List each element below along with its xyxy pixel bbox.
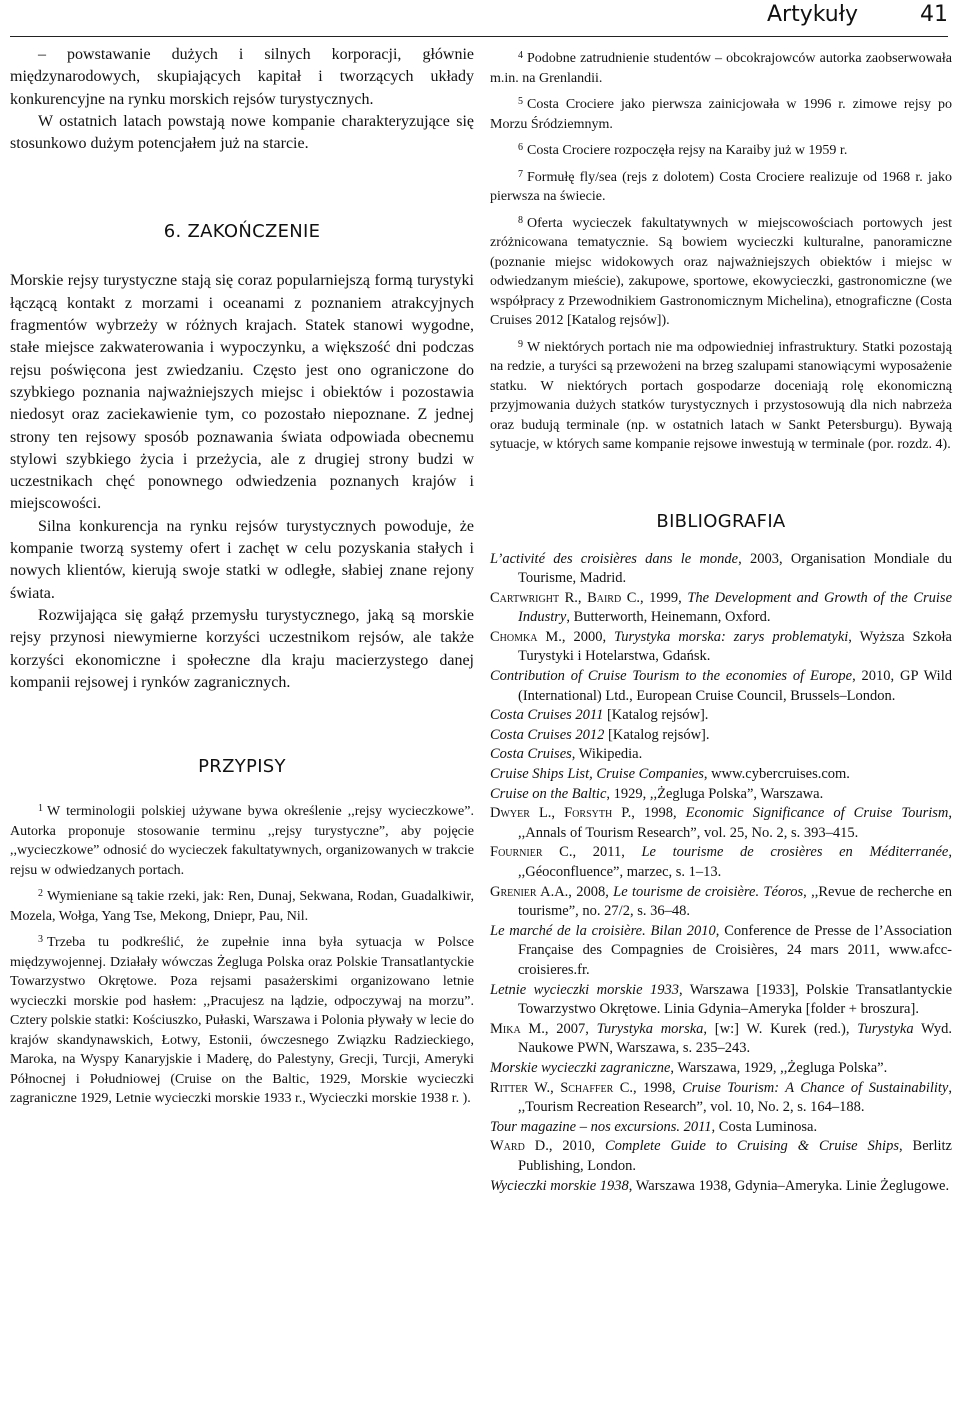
footnote-text: Wymieniane są takie rzeki, jak: Ren, Dunaj, Sekwana, Rodan, Guadalkiwir, Mozela, Wołga, Yang Tse, Mekong, Dniepr, Pau, Nil. — [10, 889, 474, 924]
footnote-text: Formułę fly/sea (rejs z dolotem) Costa Crociere realizuje od 1968 r. jako pierwsza na świecie. — [490, 169, 952, 204]
section-heading-conclusion: 6. ZAKOŃCZENIE — [163, 221, 321, 243]
bibliography-text: The Development and Growth of the Cruise Industry — [518, 589, 953, 626]
bibliography-text: Tour magazine – nos excursions. 2011, — [490, 1118, 716, 1135]
bibliography-text: Turystyka morska — [596, 1020, 704, 1037]
bibliography-text: Forsyth — [564, 805, 613, 822]
bibliography-entry — [490, 981, 952, 1020]
bibliography-text: Cruise Ships List, Cruise Companies — [490, 766, 704, 783]
bibliography-text: , www.cybercruises.com. — [703, 766, 850, 783]
running-head — [10, 0, 948, 37]
bibliography-text: , Conference de Presse de l’Association Française des Compagnies de Croisières, 24 mars 2011, www.afcc-croisieres.fr. — [518, 922, 952, 978]
footnote — [10, 799, 474, 880]
bibliography-text: , Warszawa, 1929, ,,Żegluga Polska”. — [670, 1059, 888, 1076]
bibliography-text: Baird — [587, 589, 622, 606]
bibliography-text: Wycieczki morskie 1938 — [490, 1177, 629, 1194]
bibliography-list — [490, 550, 952, 1197]
footnote-number: 9 — [518, 338, 523, 350]
bibliography-text: Le tourisme de croisière. Téoros — [613, 883, 804, 900]
bibliography-entry — [490, 1118, 952, 1138]
bibliography-text: Le marché de la croisière. Bilan 2010 — [490, 922, 716, 939]
bibliography-text: Turystyka morska: zarys problematyki — [614, 628, 849, 645]
bibliography-text: Dwyer — [490, 805, 530, 822]
bibliography-entry — [490, 726, 952, 746]
bibliography-entry — [490, 667, 952, 706]
bibliography-entry — [490, 628, 952, 667]
footnote — [490, 211, 952, 331]
bibliography-text: Letnie wycieczki morskie 1933 — [490, 981, 679, 998]
bibliography-text: L., — [529, 805, 565, 822]
bibliography-text: Le tourisme de crosières en Méditerranée — [641, 844, 949, 861]
bibliography-entry — [490, 1020, 952, 1059]
bibliography-text: P., 1998, — [612, 805, 686, 822]
footnote-number: 5 — [518, 96, 523, 107]
footnote-number: 4 — [518, 50, 523, 61]
footnote-number: 7 — [518, 168, 523, 180]
bibliography-text: W., — [528, 1079, 561, 1096]
running-head-section: Artykuły — [766, 2, 858, 27]
bibliography-text: C., 1998, — [613, 1079, 683, 1096]
bibliography-text: , [w:] W. Kurek (red.), — [703, 1020, 858, 1037]
bibliography-entry — [490, 883, 952, 922]
bibliography-text: Costa Cruises 2011 — [490, 707, 604, 724]
footnote-number: 8 — [518, 214, 523, 226]
footnote — [490, 165, 952, 207]
bibliography-entry — [490, 550, 952, 589]
bibliography-text: Costa Luminosa. — [715, 1118, 818, 1135]
bibliography-text: Costa Cruises 2012 — [490, 726, 605, 743]
bibliography-entry — [490, 804, 952, 843]
bibliography-entry — [490, 745, 952, 765]
bibliography-entry — [490, 1177, 952, 1197]
section-heading-bibliography: BIBLIOGRAFIA — [656, 510, 786, 532]
footnote-text: W terminologii polskiej używane bywa określenie ,,rejsy wycieczkowe”. Autorka proponuje stosowanie terminu ,,rejsy turystyczne”, aby pojęcie ,,wycieczkowe” odnosić do wycieczek fakultatywnych, organizowanych w trakcie rejsu w odwiedzanych portach. — [10, 804, 474, 878]
bibliography-entry — [490, 1059, 952, 1079]
bibliography-text: , 1929, ,,Żegluga Polska”, Warszawa. — [606, 785, 824, 802]
bibliography-entry — [490, 785, 952, 805]
bibliography-text: , ,,Géoconfluence”, marzec, s. 1–13. — [518, 844, 952, 880]
bibliography-entry — [490, 1137, 952, 1176]
footnote-text: Oferta wycieczek fakultatywnych w miejscowościach portowych jest zróżnicowana tematycznie. Są bowiem wycieczki kulturalne, panoramiczne (poznanie miejsc widokowych oraz najważniejszych obiektów i miejsc w odwiedzanym mieście), zakupowe, sportowe, ekowycieczki, gastronomiczne (we współpracy z Przewodnikiem Gastronomicznym Michelina), etnograficzne (Costa Cruises 2012 [Katalog rejsów]). — [490, 215, 952, 328]
footnote-number: 1 — [38, 803, 43, 815]
bibliography-entry — [490, 922, 952, 981]
bibliography-entry — [490, 765, 952, 785]
bibliography-text: Costa Cruises — [490, 746, 572, 763]
page-number: 41 — [920, 2, 948, 27]
bibliography-text: Economic Significance of Cruise Tourism — [685, 805, 949, 822]
bibliography-text: Turystyka — [857, 1020, 914, 1037]
bibliography-text: , Warszawa 1938, Gdynia–Ameryka. Linie Żeglugowe. — [628, 1177, 950, 1194]
section-heading-footnotes: PRZYPISY — [198, 756, 286, 778]
body-paragraph: Morskie rejsy turystyczne stają się coraz popularniejszą formą turystyki łączącą kontakt z morzami i oceanami z poznaniem atrakcyjnych fragmentów wybrzeży w różnych krajach. Statek stanowi wygodne, stałe miejsce zakwaterowania i wypoczynku, a większość dni podczas rejsu poświęcona jest zwiedzaniu. Często jest ono ograniczone do szybkiego poznania najważniejszych miejsc i obiektów i pozostawia niedosyt oraz zaciekawienie tym, co pozostało niepoznane. Z jednej strony ten rejsowy sposób poznawania świata odpowiada obecnemu stylowi szybkiego życia i przeżycia, ale z drugiej strony budzi w uczestnikach chęć ponownego odwiedzenia poznanych krajów i miejscowości. — [10, 272, 474, 513]
bibliography-text: C., 2011, — [542, 844, 642, 861]
footnote — [490, 46, 952, 88]
bibliography-text: R., — [559, 589, 588, 606]
footnote — [10, 930, 474, 1109]
bibliography-text: C., 1999, — [621, 589, 688, 606]
bibliography-text: Cartwright — [490, 589, 560, 606]
bibliography-text: [Katalog rejsów]. — [603, 707, 709, 724]
footnote — [490, 335, 952, 455]
footnote-number: 2 — [38, 888, 43, 900]
bibliography-text: , Butterworth, Heinemann, Oxford. — [566, 609, 771, 626]
footnote-text: Costa Crociere jako pierwsza zainicjowała w 1996 r. zimowe rejsy po Morzu Śródziemnym. — [490, 97, 952, 132]
bibliography-entry — [490, 589, 952, 628]
bibliography-text: Cruise Tourism: A Chance of Sustainability — [682, 1079, 949, 1096]
footnote-text: Podobne zatrudnienie studentów – obcokrajowców autorka zaobserwowała m.in. na Grenlandii. — [490, 51, 952, 86]
footnote-text: Costa Crociere rozpoczęła rejsy na Karaiby już w 1959 r. — [527, 143, 848, 158]
left-column — [10, 36, 474, 1109]
bibliography-text: [Katalog rejsów]. — [604, 726, 710, 743]
bibliography-text: M., 2007, — [520, 1020, 597, 1037]
bibliography-text: , Berlitz Publishing, London. — [518, 1138, 952, 1174]
bibliography-text: Complete Guide to Cruising & Cruise Ships — [604, 1138, 899, 1155]
bibliography-text: Wyd. Naukowe PWN, Warszawa, s. 235–243. — [518, 1020, 952, 1057]
bibliography-text: , ,,Revue de recherche en tourisme”, no. 27/2, s. 36–48. — [518, 883, 952, 920]
bibliography-text: Fournier — [490, 844, 543, 861]
bibliography-text: , ,,Tourism Recreation Research”, vol. 10, No. 2, s. 164–188. — [518, 1079, 952, 1116]
bibliography-text: Ritter — [490, 1079, 528, 1096]
body-paragraph: Rozwijająca się gałąź przemysłu turystycznego, jaką są morskie rejsy przynosi niewymierne korzyści uczestnikom rejsów, ale także korzyści ekonomiczne i społeczne dla kraju macierzystego danej kompanii rejsowej i rynków zagranicznych. — [10, 606, 474, 691]
bibliography-text: Schaffer — [560, 1079, 614, 1096]
body-paragraph: Silna konkurencja na rynku rejsów turystycznych powoduje, że kompanie tworzą systemy ofert i zachęt w celu pozyskania stałych i nowych klientów, kierują swoje statki w odległe, słabiej znane rejony świata. — [10, 517, 474, 602]
bibliography-text: Grenier — [490, 883, 537, 900]
right-column — [490, 36, 952, 1196]
footnote — [490, 138, 952, 161]
bibliography-text: , 2010, GP Wild (International) Ltd., European Cruise Council, Brussels–London. — [518, 668, 952, 704]
bibliography-entry — [490, 843, 952, 882]
bibliography-text: , ,,Annals of Tourism Research”, vol. 25, No. 2, s. 393–415. — [518, 805, 953, 841]
footnote-number: 3 — [38, 934, 43, 946]
bibliography-text: A.A., 2008, — [536, 883, 614, 900]
bibliography-text: Mika — [490, 1020, 521, 1037]
bibliography-text: , Wikipedia. — [571, 746, 643, 763]
footnote-text: Trzeba tu podkreślić, że zupełnie inna była sytuacja w Polsce międzywojennej. Działały wówczas Żegluga Polska oraz Polskie Transatlantyckie Towarzystwo Okrętowe. Poza rejsami pasażerskimi organizowano letnie wycieczki morskie pod hasłem: ,,Pracujesz na lądzie, odpoczywaj na morzu”. Cztery polskie statki: Kościuszko, Pułaski, Warszawa i Polonia pływały w lecie do krajów skandynawskich, Łotwy, Estonii, ówczesnego Związku Radzieckiego, Maroka, na Wyspy Kanaryjskie i Maderę, do Palestyny, Grecji, Turcji, Ameryki Północnej i Południowej (Cruise on the Baltic, 1929, Morskie wycieczki zagraniczne 1929, Letnie wycieczki morskie 1933 r., Wycieczki morskie 1938 r. ). — [10, 935, 474, 1107]
bibliography-text: Morskie wycieczki zagraniczne — [490, 1059, 671, 1076]
footnote — [490, 92, 952, 134]
intro-list-item: – powstawanie dużych i silnych korporacji, głównie międzynarodowych, skupiających kapitał i tworzących układy konkurencyjne na rynku morskich rejsów turystycznych. — [10, 46, 474, 108]
bibliography-entry — [490, 1079, 952, 1118]
bibliography-entry — [490, 706, 952, 726]
bibliography-text: , Wyższa Szkoła Turystyki i Hotelarstwa, Gdańsk. — [518, 628, 952, 665]
footnote — [10, 884, 474, 926]
footnote-text: W niektórych portach nie ma odpowiedniej infrastruktury. Statki pozostają na redzie, a turyści są przewożeni na brzeg szalupami stanowiącymi wyposażenie statku. W niektórych portach gospodarze doceniają rolę ekonomiczną przyjmowania dużych statków turystycznych i przystosowują dla nich nabrzeża oraz budują terminale (np. w ostatnich latach w Sankt Petersburgu). Bywają sytuacje, w których same kompanie rejsowe inwestują w terminale (por. rozdz. 4). — [490, 339, 952, 452]
bibliography-text: , 2003, Organisation Mondiale du Tourisme, Madrid. — [518, 550, 952, 587]
footnote-number: 6 — [518, 142, 523, 153]
bibliography-text: L’activité des croisières dans le monde — [490, 550, 739, 567]
bibliography-text: , Warszawa [1933], Polskie Transatlantyckie Towarzystwo Okrętowe. Linia Gdynia–Ameryka [folder + broszura]. — [518, 981, 953, 1018]
intro-paragraph: W ostatnich latach powstają nowe kompanie charakteryzujące się stosunkowo dużym potencjałem już na starcie. — [10, 112, 474, 153]
bibliography-text: Chomka — [490, 628, 538, 645]
bibliography-text: M., 2000, — [537, 628, 615, 645]
bibliography-text: D., 2010, — [524, 1138, 605, 1155]
bibliography-text: Ward — [490, 1138, 525, 1155]
bibliography-text: Cruise on the Baltic — [490, 785, 607, 802]
bibliography-text: Contribution of Cruise Tourism to the economies of Europe — [490, 668, 853, 685]
